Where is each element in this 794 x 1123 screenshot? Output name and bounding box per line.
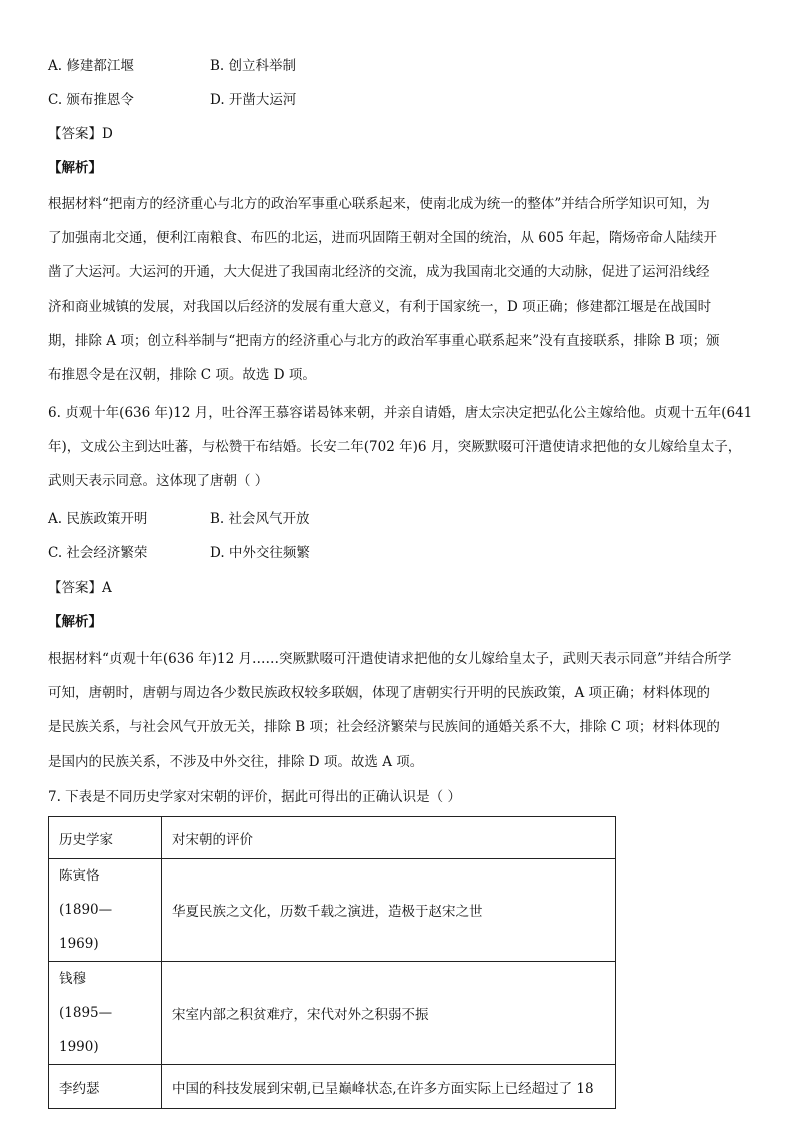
q5-analysis-line: 根据材料“把南方的经济重心与北方的政治军事重心联系起来，使南北成为统一的整体”并结合所学知识可知，为 (48, 196, 710, 212)
q6-analysis-line: 是民族关系，与社会风气开放无关，排除 B 项；社会经济繁荣与民族间的通婚关系不大，排除 C 项；材料体现的 (48, 719, 720, 736)
historian-table (48, 816, 616, 1109)
q5-analysis-line: 了加强南北交通，便利江南粮食、布匹的北运，进而巩固隋王朝对全国的统治，从 605 年起，隋炀帝命人陆续开 (48, 230, 717, 247)
q6-analysis-label: 【解析】 (48, 614, 102, 630)
q6-question-line: 年)，文成公主到达吐蕃，与松赞干布结婚。长安二年(702 年)6 月，突厥默啜可汗遣使请求把他的女儿嫁给皇太子， (48, 439, 742, 456)
q6-option-a: A. 民族政策开明 (48, 511, 148, 527)
q6-option-d: D. 中外交往频繁 (210, 545, 310, 561)
q6-analysis-line: 可知，唐朝时，唐朝与周边各少数民族政权较多联姻，体现了唐朝实行开明的民族政策，A 项正确；材料体现的 (48, 685, 711, 702)
q5-answer: 【答案】D (48, 126, 113, 142)
q6-analysis-line: 根据材料“贞观十年(636 年)12 月……突厥默啜可汗遣使请求把他的女儿嫁给皇太子，武则天表示同意”并结合所学 (48, 651, 732, 667)
historian-name: 钱穆 (59, 971, 86, 987)
table-header-cell: 对宋朝的评价 (162, 817, 616, 859)
q5-option-c: C. 颁布推恩令 (48, 92, 134, 108)
q5-analysis (48, 194, 748, 399)
q5-analysis-line: 期，排除 A 项；创立科举制与“把南方的经济重心与北方的政治军事重心联系起来”没有直接联系，排除 B 项；颁 (48, 332, 720, 349)
q6-question-line: 武则天表示同意。这体现了唐朝（ ） (48, 473, 269, 490)
q5-option-d: D. 开凿大运河 (210, 92, 297, 108)
historian-name: 陈寅恪 (59, 868, 100, 884)
table-header-cell: 历史学家 (49, 817, 162, 859)
q5-analysis-label: 【解析】 (48, 160, 102, 176)
q6-option-b: B. 社会风气开放 (210, 511, 310, 527)
evaluation-cell: 中国的科技发展到宋朝,已呈巅峰状态,在许多方面实际上已经超过了 18 (162, 1065, 616, 1109)
q5-analysis-line: 凿了大运河。大运河的开通，大大促进了我国南北经济的交流，成为我国南北交通的大动脉，促进了运河沿线经 (48, 264, 710, 281)
table-row (49, 1065, 616, 1109)
table-row (49, 962, 616, 1065)
q6-question (48, 403, 753, 506)
table-row (49, 859, 616, 962)
historian-years: (1895—1990) (59, 1005, 113, 1055)
q6-analysis (48, 649, 748, 786)
q5-option-b: B. 创立科举制 (210, 58, 297, 74)
historian-years: (1890—1969) (59, 902, 113, 952)
evaluation-cell: 宋室内部之积贫难疗，宋代对外之积弱不振 (162, 962, 616, 1065)
q5-analysis-line: 布推恩令是在汉朝，排除 C 项。故选 D 项。 (48, 366, 316, 383)
q6-option-c: C. 社会经济繁荣 (48, 545, 148, 561)
historian-name: 李约瑟 (59, 1080, 100, 1097)
historian-cell (49, 859, 162, 962)
q6-question-line: 6. 贞观十年(636 年)12 月，吐谷浑王慕容诺曷钵来朝，并亲自请婚，唐太宗决定把弘化公主嫁给他。贞观十五年(641 (48, 405, 753, 421)
q7-question: 7. 下表是不同历史学家对宋朝的评价，据此可得出的正确认识是（ ） (48, 789, 461, 805)
q5-analysis-line: 济和商业城镇的发展，对我国以后经济的发展有重大意义，有利于国家统一，D 项正确；修建都江堰是在战国时 (48, 298, 712, 315)
table-header-row (49, 817, 616, 859)
q6-analysis-line: 是国内的民族关系，不涉及中外交往，排除 D 项。故选 A 项。 (48, 753, 424, 770)
evaluation-cell: 华夏民族之文化，历数千载之演进，造极于赵宋之世 (162, 859, 616, 962)
historian-cell (49, 962, 162, 1065)
q5-option-a: A. 修建都江堰 (48, 58, 134, 74)
q6-answer: 【答案】A (48, 580, 112, 596)
historian-cell (49, 1065, 162, 1109)
